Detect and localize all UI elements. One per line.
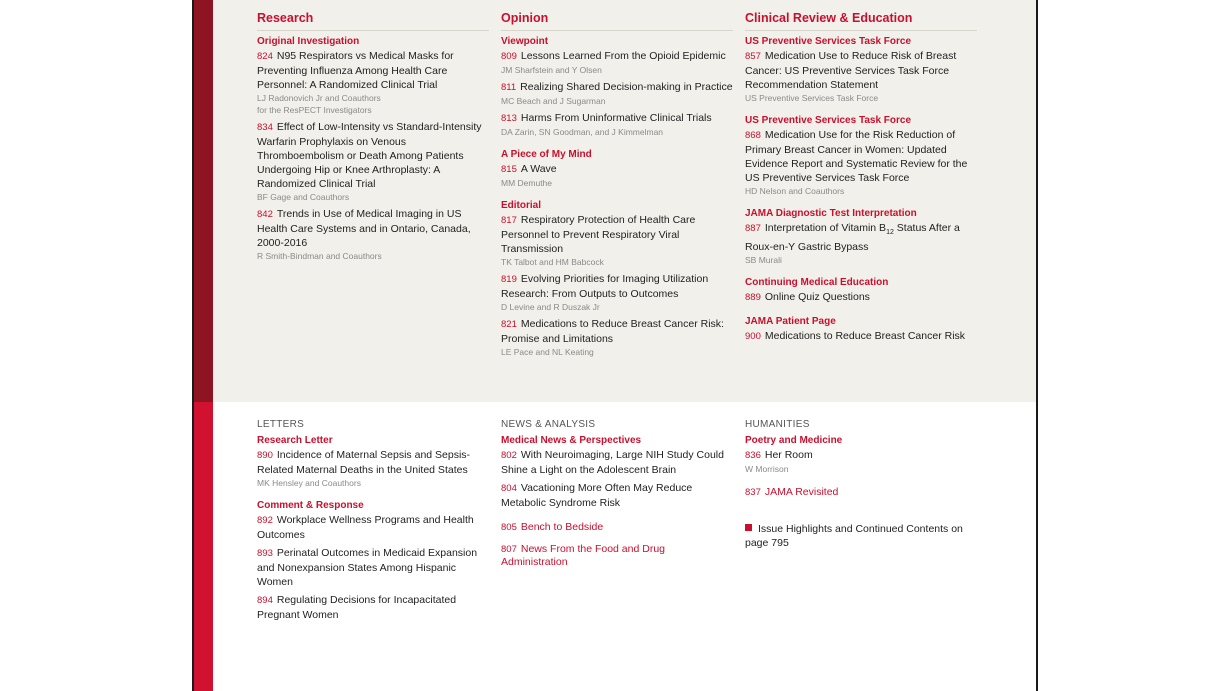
entry-authors: BF Gage and Coauthors <box>257 192 350 202</box>
toc-entry[interactable] <box>501 80 733 95</box>
page-number: 889 <box>745 292 761 304</box>
category-label: Medical News & Perspectives <box>501 435 642 446</box>
toc-entry[interactable] <box>745 49 977 92</box>
humanities-column <box>745 419 977 550</box>
category-label: A Piece of My Mind <box>501 149 592 160</box>
toc-entry[interactable] <box>257 120 489 191</box>
page-number: 868 <box>745 130 761 141</box>
page-number: 805 <box>501 522 517 533</box>
category-label: JAMA Patient Page <box>745 316 836 328</box>
toc-entry[interactable] <box>501 111 733 126</box>
page-number: 890 <box>257 450 273 461</box>
entry-title: News From the Food and Drug Administration <box>501 543 666 568</box>
category-label: Editorial <box>501 200 542 211</box>
entry-authors: D Levine and R Duszak Jr <box>501 302 600 312</box>
entry-title: Medication Use for the Risk Reduction of Primary Breast Cancer in Women: Updated Evidence Report and Systematic Review for the US Preventive Services Task Force <box>745 129 968 184</box>
entry-authors: R Smith-Bindman and Coauthors <box>257 251 382 261</box>
toc-entry[interactable] <box>257 49 489 92</box>
toc-entry[interactable] <box>501 162 733 177</box>
section-header-opinion: Opinion <box>501 11 733 31</box>
entry-title: Realizing Shared Decision-making in Practice <box>520 81 733 93</box>
entry-authors: HD Nelson and Coauthors <box>745 186 845 196</box>
entry-authors: LJ Radonovich Jr and Coauthors <box>257 93 381 103</box>
entry-title: Workplace Wellness Programs and Health Outcomes <box>257 514 474 541</box>
category-label: Poetry and Medicine <box>745 435 843 446</box>
toc-entry[interactable] <box>257 448 489 477</box>
section-header-letters: LETTERS <box>257 419 305 430</box>
toc-link[interactable] <box>501 520 733 535</box>
toc-entry[interactable] <box>257 207 489 250</box>
page-number: 887 <box>745 223 761 234</box>
entry-title: Online Quiz Questions <box>764 291 870 304</box>
section-header-clinical-review: Clinical Review & Education <box>745 11 977 31</box>
page-number: 836 <box>745 450 761 461</box>
entry-authors: MC Beach and J Sugarman <box>501 96 606 106</box>
entry-title: Lessons Learned From the Opioid Epidemic <box>520 50 726 62</box>
page-number: 807 <box>501 544 517 555</box>
toc-link[interactable] <box>745 485 977 500</box>
continued-contents-note: Issue Highlights and Continued Contents on page 795 <box>745 523 963 549</box>
toc-entry[interactable] <box>745 128 977 185</box>
toc-entry[interactable] <box>501 213 733 256</box>
page-number: 804 <box>501 483 517 494</box>
entry-title: Effect of Low-Intensity vs Standard-Intensity Warfarin Prophylaxis on Venous Thromboembolism or Death Among Patients Undergoing Hip or Knee Arthroplasty: A Randomized Clinical Trial <box>257 121 482 190</box>
entry-title: Interpretation of Vitamin $B_{12}$ Status After a Roux-en-Y Gastric Bypass <box>745 222 960 254</box>
page-number: 815 <box>501 164 517 175</box>
news-analysis-column <box>501 419 733 568</box>
page-number: 842 <box>257 209 273 220</box>
entry-authors: TK Talbot and HM Babcock <box>501 257 604 267</box>
category-label: Viewpoint <box>501 36 549 47</box>
toc-entry[interactable] <box>257 546 489 589</box>
section-header-humanities: HUMANITIES <box>745 419 810 430</box>
category-label: Continuing Medical Education <box>745 277 889 289</box>
toc-entry[interactable] <box>501 317 733 346</box>
entry-title: JAMA Revisited <box>764 486 839 498</box>
toc-entry[interactable] <box>745 329 977 344</box>
toc-entry[interactable] <box>745 221 977 254</box>
page-number: 857 <box>745 51 761 62</box>
entry-title: Perinatal Outcomes in Medicaid Expansion and Nonexpansion States Among Hispanic Women <box>257 547 478 588</box>
category-label: Research Letter <box>257 435 333 446</box>
toc-entry[interactable] <box>501 448 733 477</box>
page-number: 809 <box>501 51 517 62</box>
entry-authors: for the ResPECT Investigators <box>257 105 372 115</box>
toc-entry[interactable] <box>745 290 977 305</box>
entry-authors: MK Hensley and Coauthors <box>257 478 361 488</box>
section-header-research: Research <box>257 11 489 31</box>
category-label: US Preventive Services Task Force <box>745 36 912 47</box>
entry-title: Medication Use to Reduce Risk of Breast Cancer: US Preventive Services Task Force Recommendation Statement <box>745 50 957 91</box>
accent-bar-red <box>194 402 213 691</box>
page-number: 817 <box>501 215 517 226</box>
page-number: 893 <box>257 548 273 559</box>
letters-column <box>257 419 489 622</box>
page-number: 824 <box>257 51 273 62</box>
category-label: Original Investigation <box>257 36 360 47</box>
entry-authors: DA Zarin, SN Goodman, and J Kimmelman <box>501 127 664 137</box>
entry-title: Harms From Uninformative Clinical Trials <box>520 112 712 124</box>
entry-title: Regulating Decisions for Incapacitated Pregnant Women <box>257 594 457 621</box>
entry-authors: JM Sharfstein and Y Olsen <box>501 65 602 75</box>
page-number: 821 <box>501 319 517 330</box>
page-number: 834 <box>257 122 273 133</box>
entry-title: With Neuroimaging, Large NIH Study Could Shine a Light on the Adolescent Brain <box>501 449 724 476</box>
clinical-review-column <box>745 11 977 344</box>
entry-title: Incidence of Maternal Sepsis and Sepsis-Related Maternal Deaths in the United States <box>257 449 471 476</box>
entry-title: Her Room <box>764 449 813 461</box>
red-square-icon <box>745 524 752 531</box>
toc-link[interactable] <box>501 543 733 568</box>
entry-title: Medications to Reduce Breast Cancer Risk <box>764 330 966 343</box>
entry-authors: US Preventive Services Task Force <box>745 93 879 103</box>
entry-title: Medications to Reduce Breast Cancer Risk: Promise and Limitations <box>501 318 724 345</box>
entry-title: A Wave <box>520 163 557 175</box>
page-number: 900 <box>745 331 761 343</box>
page-number: 892 <box>257 515 273 526</box>
entry-title: Trends in Use of Medical Imaging in US Health Care Systems and in Ontario, Canada, 2000-2016 <box>257 208 471 249</box>
entry-title: Evolving Priorities for Imaging Utilization Research: From Outputs to Outcomes <box>501 273 709 300</box>
entry-title: Bench to Bedside <box>520 521 604 533</box>
section-header-news: NEWS & ANALYSIS <box>501 419 596 430</box>
page-number: 813 <box>501 113 517 124</box>
entry-authors: SB Murali <box>745 255 782 266</box>
category-label: JAMA Diagnostic Test Interpretation <box>745 208 917 219</box>
opinion-column <box>501 11 733 358</box>
entry-title: Respiratory Protection of Health Care Personnel to Prevent Respiratory Viral Transmission <box>501 214 696 255</box>
toc-entry[interactable] <box>501 481 733 510</box>
page-number: 819 <box>501 274 517 285</box>
page-number: 837 <box>745 487 761 498</box>
entry-title: N95 Respirators vs Medical Masks for Preventing Influenza Among Health Care Personnel: A Randomized Clinical Trial <box>257 50 454 91</box>
toc-entry[interactable] <box>257 513 489 542</box>
entry-title: Vacationing More Often May Reduce Metabolic Syndrome Risk <box>501 482 693 509</box>
toc-entry[interactable] <box>501 272 733 301</box>
page-number: 802 <box>501 450 517 461</box>
accent-bar-dark <box>194 0 213 402</box>
page-number: 894 <box>257 595 273 606</box>
entry-authors: W Morrison <box>745 464 789 474</box>
category-label: US Preventive Services Task Force <box>745 115 912 126</box>
toc-entry[interactable] <box>257 593 489 622</box>
research-column <box>257 11 489 262</box>
contents-page <box>192 0 1038 691</box>
page-number: 811 <box>501 82 517 93</box>
toc-entry[interactable] <box>501 49 733 64</box>
entry-authors: LE Pace and NL Keating <box>501 347 594 357</box>
entry-authors: MM Demuthe <box>501 178 553 188</box>
toc-entry[interactable] <box>745 448 977 463</box>
category-label: Comment & Response <box>257 500 364 511</box>
